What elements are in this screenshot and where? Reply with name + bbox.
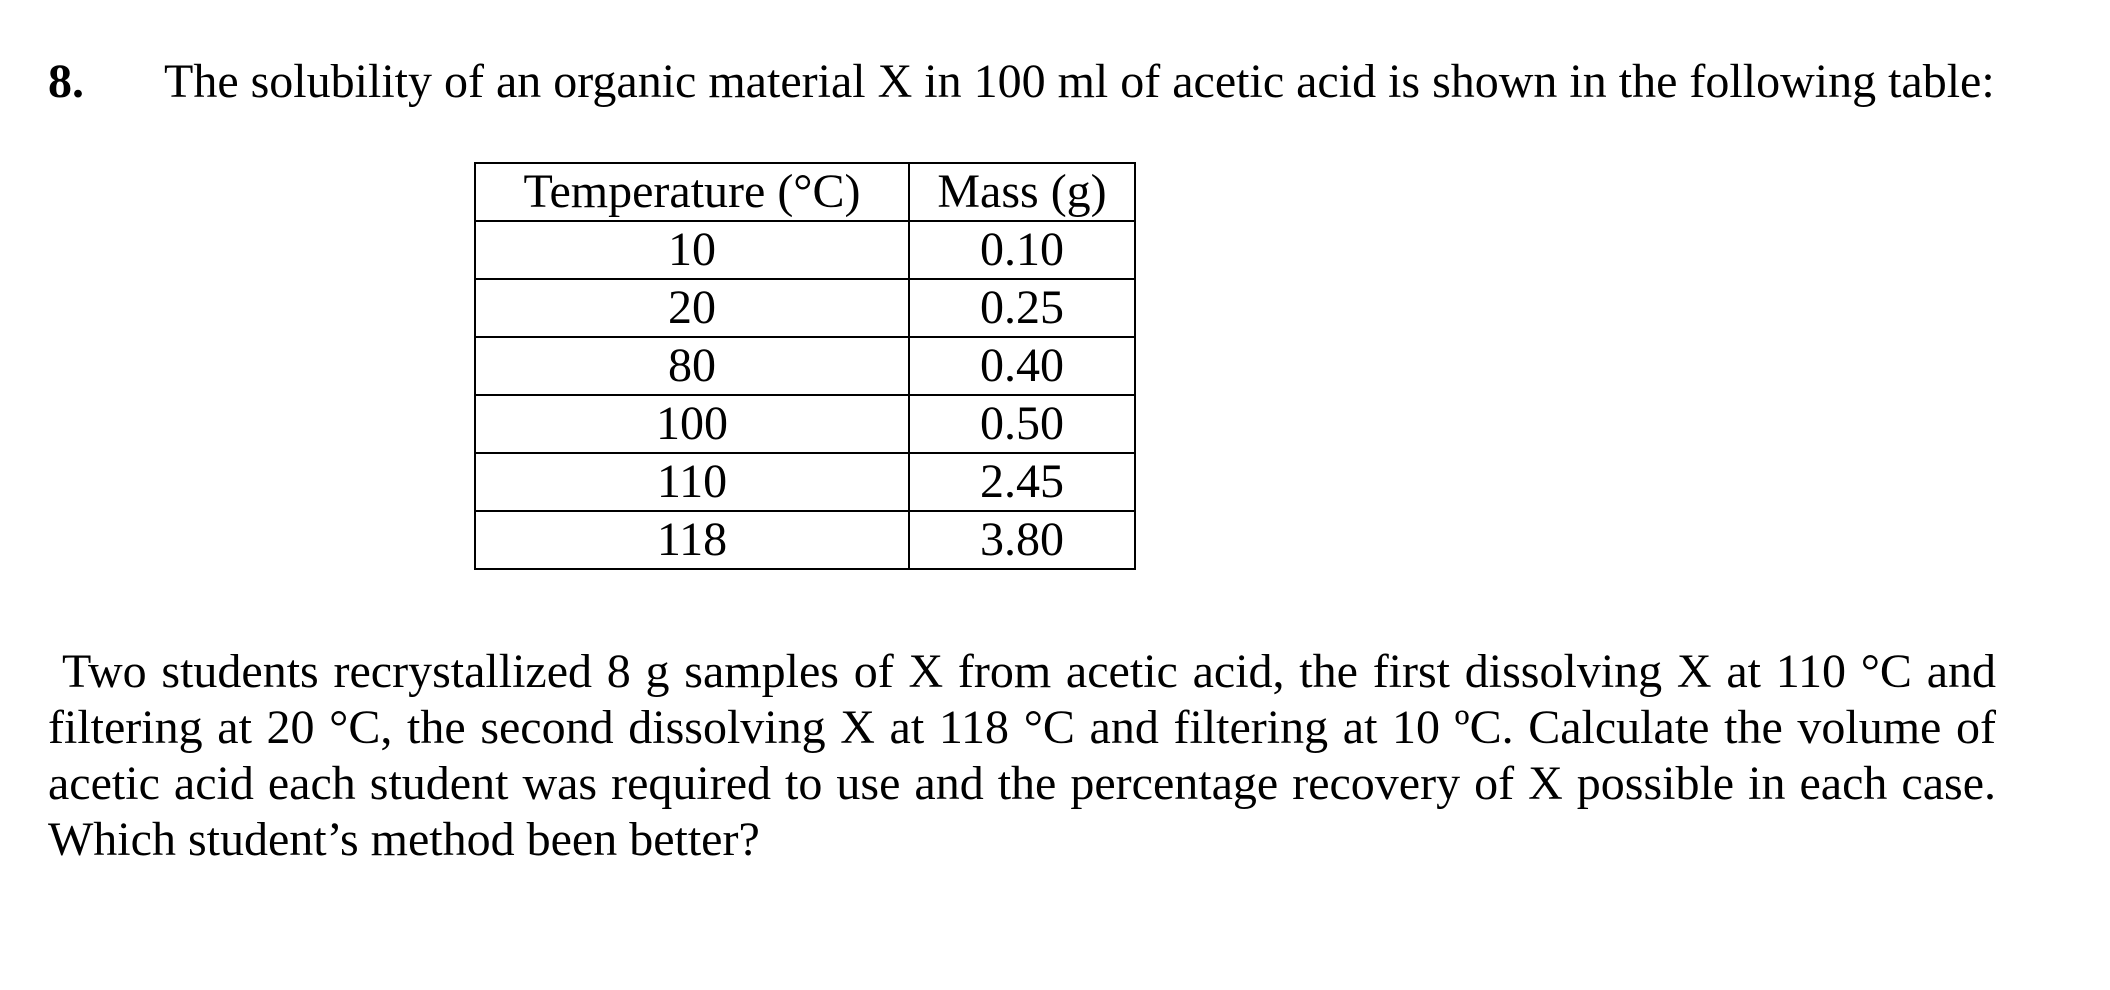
temperature-cell: 80: [475, 337, 909, 395]
temperature-cell: 110: [475, 453, 909, 511]
table-row: [475, 279, 1135, 337]
header-row: [475, 163, 1135, 221]
mass-cell: 3.80: [909, 511, 1135, 569]
column-header-temperature: Temperature (°C): [475, 163, 909, 221]
mass-cell: 0.40: [909, 337, 1135, 395]
question-body: Two students recrystallized 8 g samples of X from acetic acid, the first dissolving X at 110 °C and filtering at 20 °C, the second dissolving X at 118 °C and filtering at 10 ºC. Calculate the volume of acetic acid each student was required to use and the percentage recovery of X possible in each case. Which student’s method been better?: [48, 645, 1996, 866]
mass-cell: 0.10: [909, 221, 1135, 279]
temperature-cell: 100: [475, 395, 909, 453]
mass-cell: 0.25: [909, 279, 1135, 337]
mass-cell: 0.50: [909, 395, 1135, 453]
table-row: [475, 221, 1135, 279]
temperature-cell: 20: [475, 279, 909, 337]
table-row: [475, 511, 1135, 569]
table-header: [475, 163, 1135, 221]
column-header-mass: Mass (g): [909, 163, 1135, 221]
mass-cell: 2.45: [909, 453, 1135, 511]
table-body: [475, 221, 1135, 569]
question-intro: The solubility of an organic material X in 100 ml of acetic acid is shown in the following table:: [164, 55, 1995, 108]
solubility-table: [474, 162, 1136, 570]
temperature-cell: 118: [475, 511, 909, 569]
question-number: 8.: [48, 55, 84, 108]
table-row: [475, 453, 1135, 511]
temperature-cell: 10: [475, 221, 909, 279]
table-row: [475, 337, 1135, 395]
table-row: [475, 395, 1135, 453]
